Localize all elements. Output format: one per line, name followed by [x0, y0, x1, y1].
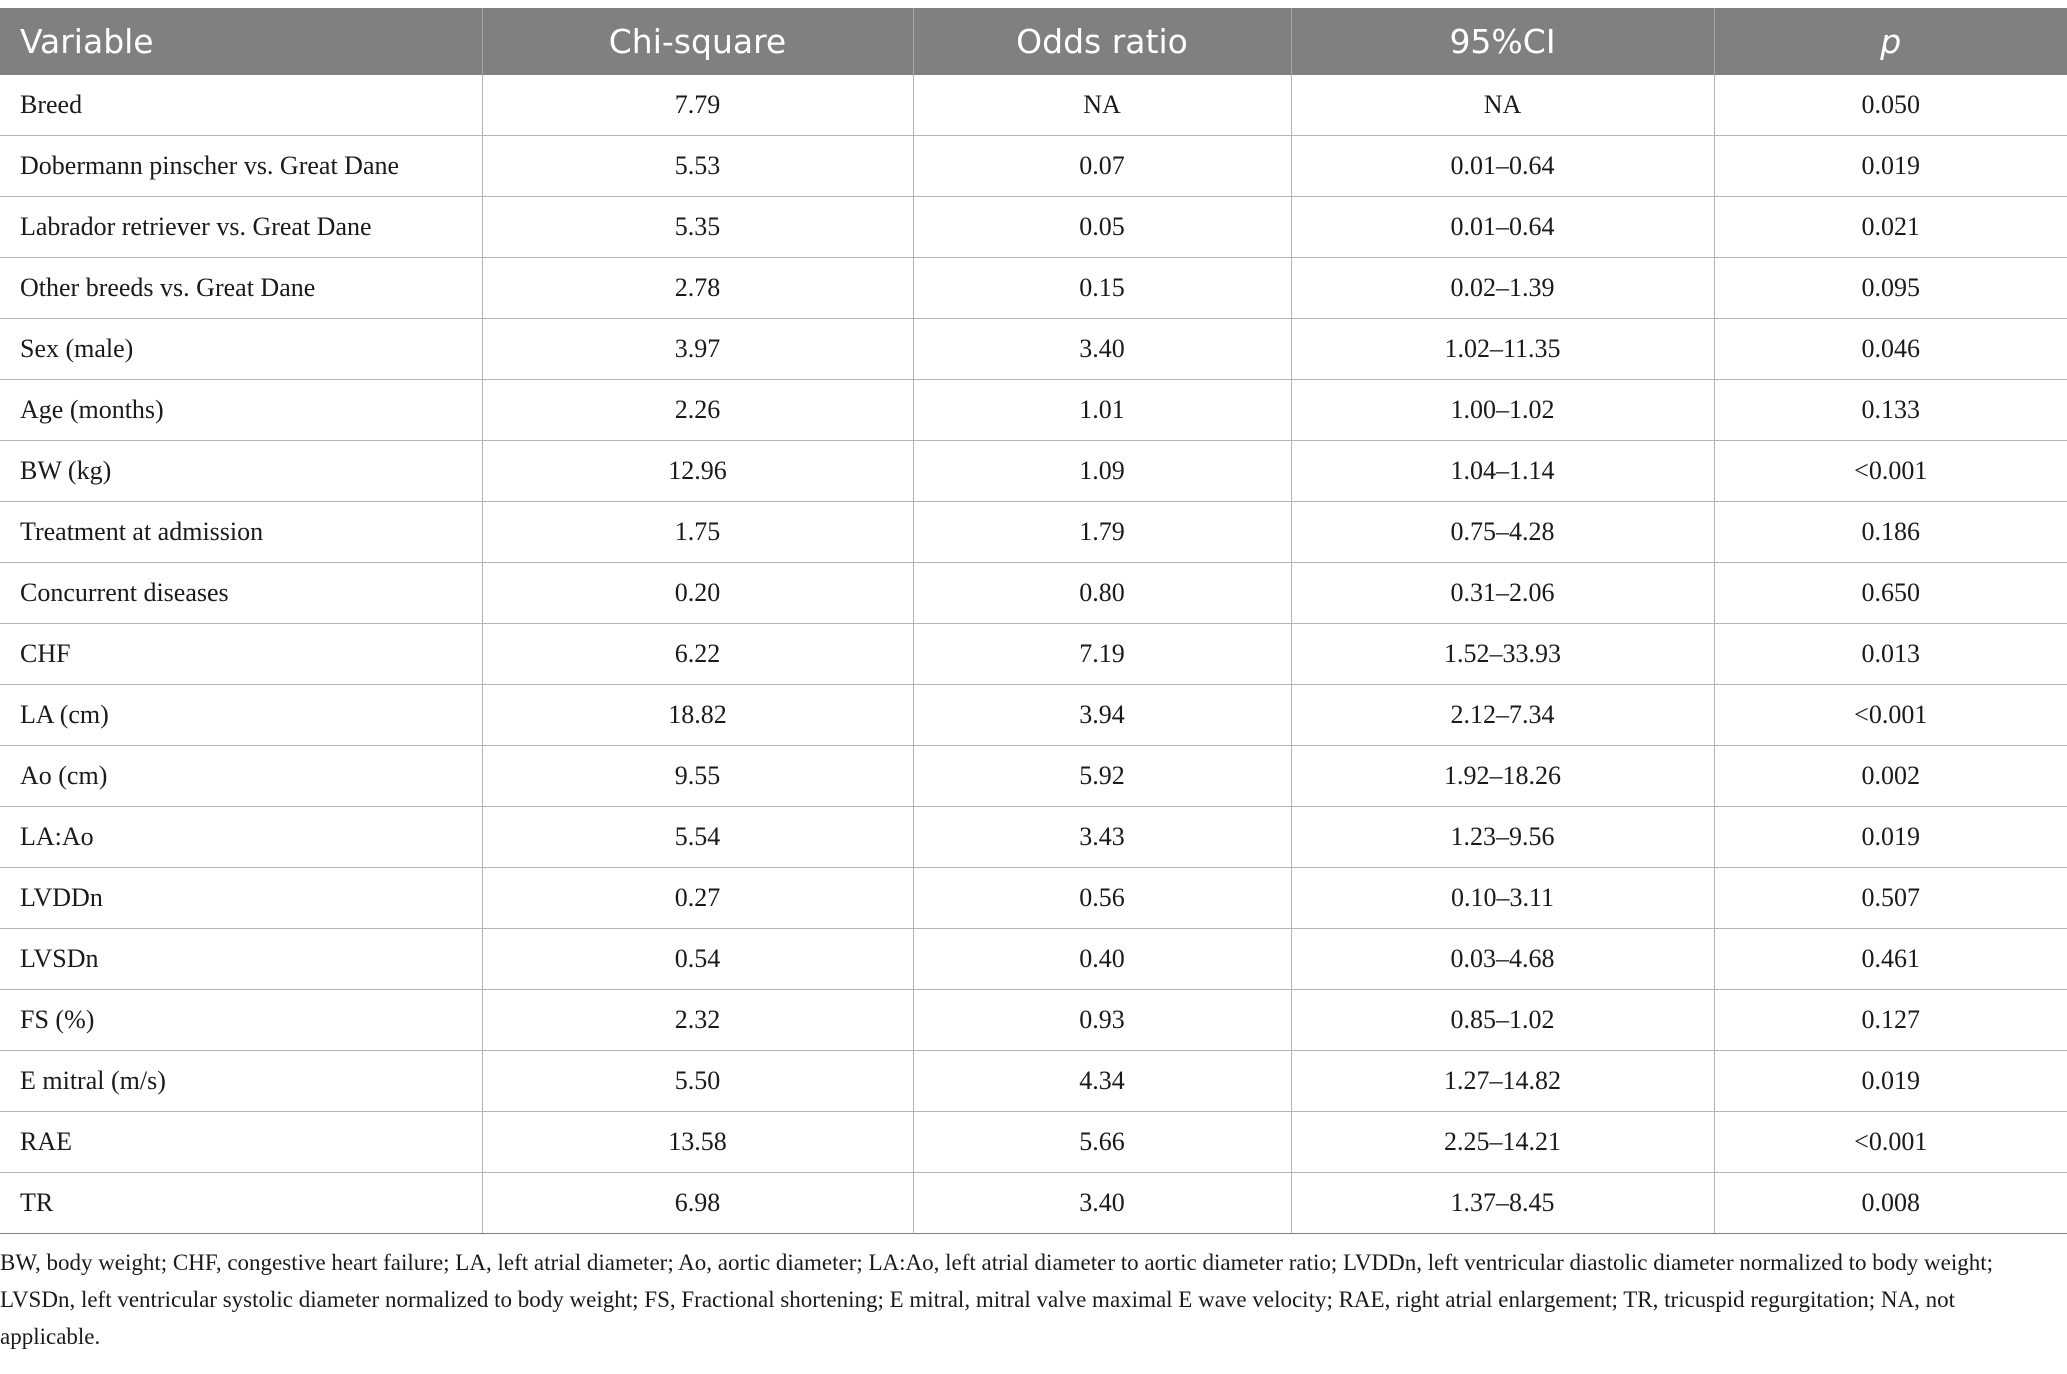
cell-ci: 0.10–3.11	[1291, 868, 1714, 929]
cell-odds-ratio: 1.79	[913, 502, 1291, 563]
cell-ci: 1.02–11.35	[1291, 319, 1714, 380]
cell-chi-square: 6.22	[482, 624, 913, 685]
cell-variable: LA:Ao	[0, 807, 482, 868]
cell-p-value: 0.507	[1714, 868, 2067, 929]
cell-odds-ratio: 0.40	[913, 929, 1291, 990]
cell-chi-square: 5.35	[482, 197, 913, 258]
cell-odds-ratio: 3.40	[913, 319, 1291, 380]
table-row	[0, 1051, 2067, 1112]
cell-ci: NA	[1291, 75, 1714, 136]
cell-odds-ratio: 3.43	[913, 807, 1291, 868]
cell-ci: 1.00–1.02	[1291, 380, 1714, 441]
table-row	[0, 1112, 2067, 1173]
header-chi-square: Chi-square	[482, 8, 913, 75]
cell-variable: Ao (cm)	[0, 746, 482, 807]
results-table	[0, 8, 2067, 1234]
cell-p-value: 0.046	[1714, 319, 2067, 380]
cell-odds-ratio: 3.40	[913, 1173, 1291, 1234]
cell-ci: 2.12–7.34	[1291, 685, 1714, 746]
table-row	[0, 563, 2067, 624]
table-row	[0, 990, 2067, 1051]
cell-p-value: 0.008	[1714, 1173, 2067, 1234]
cell-ci: 2.25–14.21	[1291, 1112, 1714, 1173]
cell-ci: 0.75–4.28	[1291, 502, 1714, 563]
table-row	[0, 136, 2067, 197]
table-row	[0, 75, 2067, 136]
cell-chi-square: 5.53	[482, 136, 913, 197]
cell-p-value: 0.050	[1714, 75, 2067, 136]
cell-odds-ratio: 1.01	[913, 380, 1291, 441]
cell-variable: Concurrent diseases	[0, 563, 482, 624]
cell-chi-square: 5.54	[482, 807, 913, 868]
cell-p-value: 0.019	[1714, 1051, 2067, 1112]
cell-p-value: 0.461	[1714, 929, 2067, 990]
cell-odds-ratio: 0.56	[913, 868, 1291, 929]
header-p-value: p	[1714, 8, 2067, 75]
cell-chi-square: 12.96	[482, 441, 913, 502]
cell-ci: 0.01–0.64	[1291, 197, 1714, 258]
cell-p-value: 0.133	[1714, 380, 2067, 441]
cell-odds-ratio: 0.93	[913, 990, 1291, 1051]
header-variable: Variable	[0, 8, 482, 75]
cell-p-value: 0.013	[1714, 624, 2067, 685]
cell-p-value: 0.019	[1714, 136, 2067, 197]
table-row	[0, 502, 2067, 563]
cell-chi-square: 9.55	[482, 746, 913, 807]
cell-ci: 1.92–18.26	[1291, 746, 1714, 807]
cell-p-value: <0.001	[1714, 1112, 2067, 1173]
cell-chi-square: 2.26	[482, 380, 913, 441]
cell-variable: CHF	[0, 624, 482, 685]
table-row	[0, 868, 2067, 929]
cell-ci: 0.85–1.02	[1291, 990, 1714, 1051]
cell-odds-ratio: 4.34	[913, 1051, 1291, 1112]
cell-variable: Labrador retriever vs. Great Dane	[0, 197, 482, 258]
header-ci: 95%CI	[1291, 8, 1714, 75]
cell-chi-square: 6.98	[482, 1173, 913, 1234]
cell-p-value: 0.019	[1714, 807, 2067, 868]
cell-odds-ratio: 7.19	[913, 624, 1291, 685]
cell-chi-square: 13.58	[482, 1112, 913, 1173]
table-row	[0, 197, 2067, 258]
cell-odds-ratio: 0.07	[913, 136, 1291, 197]
table-row	[0, 258, 2067, 319]
cell-ci: 1.04–1.14	[1291, 441, 1714, 502]
cell-p-value: 0.021	[1714, 197, 2067, 258]
cell-ci: 0.03–4.68	[1291, 929, 1714, 990]
table-row	[0, 929, 2067, 990]
cell-odds-ratio: 0.15	[913, 258, 1291, 319]
cell-chi-square: 0.20	[482, 563, 913, 624]
cell-chi-square: 18.82	[482, 685, 913, 746]
table-row	[0, 319, 2067, 380]
cell-chi-square: 1.75	[482, 502, 913, 563]
cell-variable: Dobermann pinscher vs. Great Dane	[0, 136, 482, 197]
table-footnote: BW, body weight; CHF, congestive heart failure; LA, left atrial diameter; Ao, aortic diameter; LA:Ao, left atrial diameter to aortic diameter ratio; LVDDn, left ventricular diastolic diameter normalized to body weight; LVSDn, left ventricular systolic diameter normalized to body weight; FS, Fractional shortening; E mitral, mitral valve maximal E wave velocity; RAE, right atrial enlargement; TR, tricuspid regurgitation; NA, not applicable.	[0, 1250, 1993, 1349]
table-row	[0, 746, 2067, 807]
cell-odds-ratio: 3.94	[913, 685, 1291, 746]
cell-odds-ratio: 5.92	[913, 746, 1291, 807]
cell-variable: Age (months)	[0, 380, 482, 441]
cell-ci: 1.23–9.56	[1291, 807, 1714, 868]
cell-odds-ratio: NA	[913, 75, 1291, 136]
cell-p-value: 0.650	[1714, 563, 2067, 624]
cell-p-value: 0.186	[1714, 502, 2067, 563]
cell-p-value: 0.127	[1714, 990, 2067, 1051]
cell-odds-ratio: 0.05	[913, 197, 1291, 258]
cell-variable: Other breeds vs. Great Dane	[0, 258, 482, 319]
cell-variable: Sex (male)	[0, 319, 482, 380]
table-row	[0, 380, 2067, 441]
header-odds-ratio: Odds ratio	[913, 8, 1291, 75]
cell-ci: 0.02–1.39	[1291, 258, 1714, 319]
cell-ci: 0.01–0.64	[1291, 136, 1714, 197]
cell-variable: BW (kg)	[0, 441, 482, 502]
table-row	[0, 441, 2067, 502]
cell-chi-square: 2.78	[482, 258, 913, 319]
cell-p-value: 0.095	[1714, 258, 2067, 319]
cell-chi-square: 3.97	[482, 319, 913, 380]
cell-odds-ratio: 1.09	[913, 441, 1291, 502]
cell-variable: FS (%)	[0, 990, 482, 1051]
cell-variable: TR	[0, 1173, 482, 1234]
table-body	[0, 75, 2067, 1234]
cell-variable: Breed	[0, 75, 482, 136]
cell-chi-square: 7.79	[482, 75, 913, 136]
cell-ci: 0.31–2.06	[1291, 563, 1714, 624]
cell-variable: RAE	[0, 1112, 482, 1173]
cell-variable: Treatment at admission	[0, 502, 482, 563]
cell-ci: 1.52–33.93	[1291, 624, 1714, 685]
cell-ci: 1.27–14.82	[1291, 1051, 1714, 1112]
cell-ci: 1.37–8.45	[1291, 1173, 1714, 1234]
table-row	[0, 685, 2067, 746]
table-row	[0, 624, 2067, 685]
cell-variable: LA (cm)	[0, 685, 482, 746]
cell-p-value: 0.002	[1714, 746, 2067, 807]
cell-variable: LVSDn	[0, 929, 482, 990]
table-header	[0, 8, 2067, 75]
table-container	[0, 8, 2067, 1355]
cell-variable: E mitral (m/s)	[0, 1051, 482, 1112]
cell-chi-square: 0.54	[482, 929, 913, 990]
cell-odds-ratio: 5.66	[913, 1112, 1291, 1173]
table-row	[0, 1173, 2067, 1234]
cell-chi-square: 5.50	[482, 1051, 913, 1112]
cell-p-value: <0.001	[1714, 685, 2067, 746]
cell-p-value: <0.001	[1714, 441, 2067, 502]
cell-odds-ratio: 0.80	[913, 563, 1291, 624]
table-row	[0, 807, 2067, 868]
cell-chi-square: 0.27	[482, 868, 913, 929]
cell-variable: LVDDn	[0, 868, 482, 929]
header-row	[0, 8, 2067, 75]
cell-chi-square: 2.32	[482, 990, 913, 1051]
